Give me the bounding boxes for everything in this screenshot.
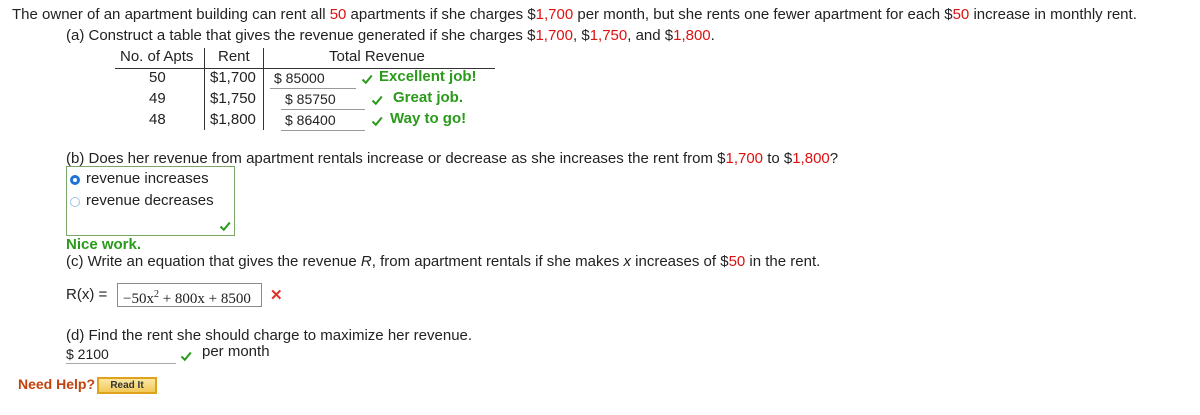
feedback-nice-work: Nice work.: [66, 236, 142, 253]
apts-cell: 49: [149, 90, 166, 107]
intro-rent-value: 1,700: [535, 6, 574, 23]
intro-text: increase in monthly rent.: [969, 6, 1137, 23]
feedback-text: Way to go!: [390, 110, 467, 127]
radio-revenue-decreases[interactable]: [70, 197, 80, 207]
apts-cell: 48: [149, 111, 166, 128]
rent-cell: $1,800: [210, 111, 256, 128]
check-icon: [371, 91, 383, 108]
check-icon: [361, 70, 373, 87]
intro-increase-value: 50: [952, 6, 970, 23]
equation-input[interactable]: $-50x^2 + 800x + 8500$: [117, 283, 262, 307]
incorrect-icon: ✕: [270, 287, 283, 304]
column-divider: [263, 48, 264, 130]
need-help-label: Need Help?: [18, 376, 96, 392]
part-a-question: (a) Construct a table that gives the revenue generated if she charges $1,700, $1,750, and $1,800.: [66, 27, 715, 44]
header-apts: No. of Apts: [120, 48, 194, 65]
answer-choices: [66, 166, 235, 236]
radio-revenue-increases[interactable]: [70, 175, 80, 185]
apts-cell: 50: [149, 69, 166, 86]
option-label[interactable]: revenue increases: [86, 170, 209, 187]
intro-apartments-value: 50: [329, 6, 347, 23]
header-rent: Rent: [218, 48, 250, 65]
unit-label: per month: [202, 343, 270, 360]
read-it-button[interactable]: Read It: [97, 377, 157, 394]
revenue-input[interactable]: $ 85750: [281, 89, 365, 110]
intro-text: The owner of an apartment building can rent all: [12, 6, 330, 23]
part-c-question: (c) Write an equation that gives the revenue R, from apartment rentals if she makes x increases of $50 in the rent.: [66, 253, 821, 270]
revenue-input[interactable]: $ 85000: [270, 68, 356, 89]
intro-text: apartments if she charges $: [346, 6, 536, 23]
problem-statement: [12, 6, 1137, 23]
part-d-question: (d) Find the rent she should charge to maximize her revenue.: [66, 327, 473, 344]
feedback-text: Excellent job!: [379, 68, 477, 85]
intro-text: per month, but she rents one fewer apartment for each $: [573, 6, 953, 23]
rent-answer-input[interactable]: $ 2100: [66, 345, 176, 364]
option-label[interactable]: revenue decreases: [86, 192, 214, 209]
feedback-text: Great job.: [393, 89, 464, 106]
rent-cell: $1,750: [210, 90, 256, 107]
check-icon: [371, 112, 383, 129]
rent-cell: $1,700: [210, 69, 256, 86]
revenue-input[interactable]: $ 86400: [281, 110, 365, 131]
column-divider: [204, 48, 205, 130]
revenue-table: [115, 48, 495, 130]
check-icon: [180, 347, 192, 364]
check-icon: [219, 217, 231, 234]
header-revenue: Total Revenue: [329, 48, 425, 65]
part-b-question: (b) Does her revenue from apartment rentals increase or decrease as she increases the rent from $1,700 to $1,800?: [66, 150, 839, 167]
equation-label: R(x) =: [66, 286, 108, 303]
